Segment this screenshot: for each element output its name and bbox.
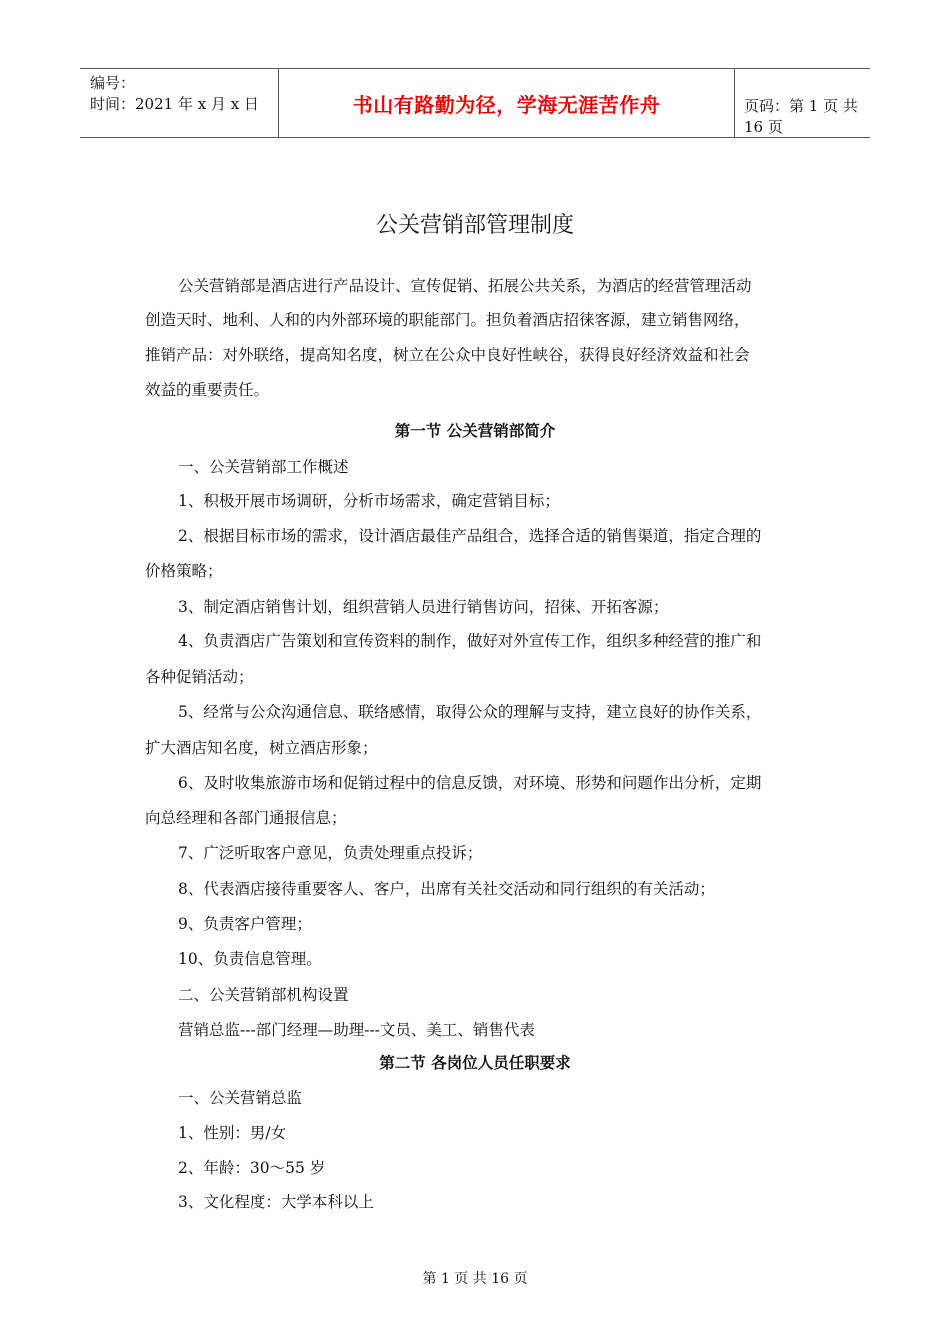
document-title: 公关营销部管理制度 [375,213,574,238]
list-item: 3、文化程度：大学本科以上 [178,1193,374,1211]
list-item: 7、广泛听取客户意见，负责处理重点投诉； [178,844,483,862]
intro-line: 效益的重要责任。 [145,381,270,399]
section-heading-2: 第二节 各岗位人员任职要求 [379,1053,571,1072]
list-item: 10、负责信息管理。 [178,950,322,968]
header-meta-cell [80,69,278,137]
list-item-continued: 价格策略； [145,562,223,580]
list-item: 3、制定酒店销售计划，组织营销人员进行销售访问，招徕、开拓客源； [178,598,669,616]
intro-line: 推销产品：对外联络，提高知名度，树立在公众中良好性峡谷，获得良好经济效益和社会 [145,346,750,364]
list-item: 9、负责客户管理； [178,915,312,933]
subsection-heading: 一、公关营销部工作概述 [178,458,349,476]
list-item: 1、性别：男/女 [178,1124,287,1142]
list-item-continued: 向总经理和各部门通报信息； [145,809,347,827]
intro-line: 创造天时、地利、人和的内外部环境的职能部门。担负着酒店招徕客源，建立销售网络， [145,311,750,329]
list-item: 2、年龄：30～55 岁 [178,1159,326,1177]
document-number-label: 编号： [90,74,136,92]
page-footer: 第 1 页 共 16 页 [422,1271,528,1287]
list-item: 1、积极开展市场调研，分析市场需求，确定营销目标； [178,492,560,510]
list-item-continued: 各种促销活动； [145,668,254,686]
list-item: 2、根据目标市场的需求，设计酒店最佳产品组合，选择合适的销售渠道，指定合理的 [178,527,762,545]
header-motto-cell [278,69,735,137]
list-item: 6、及时收集旅游市场和促销过程中的信息反馈，对环境、形势和问题作出分析，定期 [178,774,762,792]
intro-line: 公关营销部是酒店进行产品设计、宣传促销、拓展公共关系，为酒店的经营管理活动 [178,277,752,295]
list-item: 4、负责酒店广告策划和宣传资料的制作，做好对外宣传工作，组织多种经营的推广和 [178,632,762,650]
subsection-heading: 一、公关营销总监 [178,1089,303,1107]
document-time-label: 时间：2021 年 x 月 x 日 [90,95,259,113]
list-item-continued: 扩大酒店知名度，树立酒店形象； [145,739,378,757]
header-page-info: 页码：第 1 页 共 16 页 [744,97,858,136]
list-item: 8、代表酒店接待重要客人、客户，出席有关社交活动和同行组织的有关活动； [178,880,715,898]
section-heading-1: 第一节 公关营销部简介 [394,421,556,440]
header-page-cell [734,69,870,137]
subsection-heading: 二、公关营销部机构设置 [178,986,349,1004]
list-item: 5、经常与公众沟通信息、联络感情，取得公众的理解与支持，建立良好的协作关系， [178,703,762,721]
header-table [80,68,870,138]
org-structure: 营销总监---部门经理—助理---文员、美工、销售代表 [178,1021,535,1039]
header-motto: 书山有路勤为径，学海无涯苦作舟 [352,93,661,117]
